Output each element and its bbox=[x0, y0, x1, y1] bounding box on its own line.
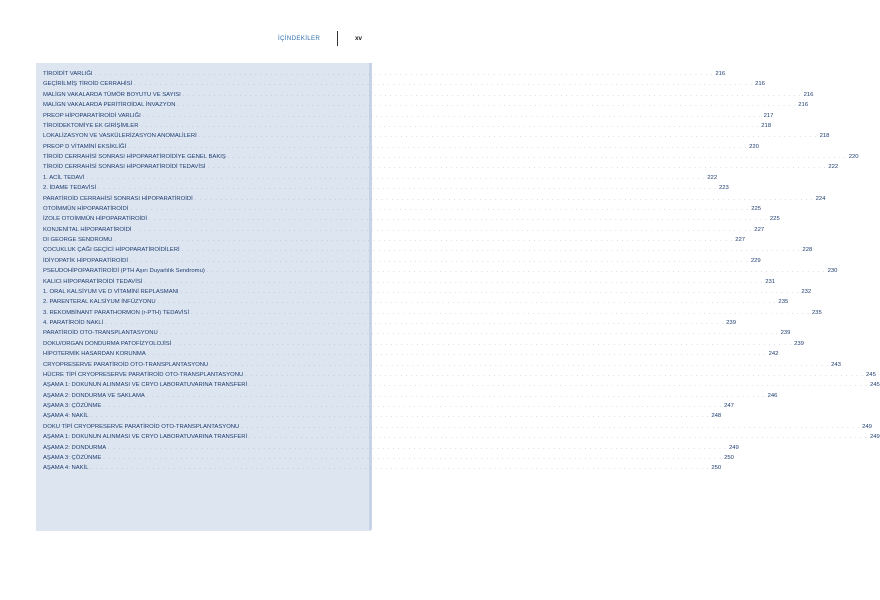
toc-entry[interactable] bbox=[36, 183, 729, 193]
toc-entry-title: CRYOPRESERVE PARATİROİD OTO-TRANSPLANTASYONU bbox=[43, 361, 209, 368]
toc-entry[interactable] bbox=[36, 422, 872, 432]
dot-leader: . . . . . . . . . . . . . . . . . . . . . . . . . . . . . . . . . . . . . . . . . . . . . . . . . . . . . . . . . . . . . . . . . . . . . . . . . . . . . . . . . . . . . . . . . . . . . . . . . . . . . . . . . . . . . . . . . . . . . . . . bbox=[159, 330, 779, 337]
dot-leader: . . . . . . . . . . . . . . . . . . . . . . . . . . . . . . . . . . . . . . . . . . . . . . . . . . . . . . . . . . . . . . . . . . . . . . . . . . . . . . . . . . . . . . . . . . . . . . . . . . . . . . . . . . . . . . . . . . . . . . . . bbox=[210, 361, 830, 368]
toc-entry-page: 218 bbox=[819, 133, 830, 140]
toc-entry-title: PREOP D VİTAMİNİ EKSİKLİĞİ bbox=[43, 143, 127, 150]
dot-leader: . . . . . . . . . . . . . . . . . . . . . . . . . . . . . . . . . . . . . . . . . . . . . . . . . . . . . . . . . . . . . . . . . . . . . . . . . . . . . . . . . . . . . . . . . . . . . . . . . . . . . . . . . . . . . . . . . . . . . . . . bbox=[249, 434, 868, 441]
dot-leader: . . . . . . . . . . . . . . . . . . . . . . . . . . . . . . . . . . . . . . . . . . . . . . . . . . . . . . . . . . . . . . . . . . . . . . . . . . . . . . . . . . . . . . . . . . . . . . . . . . . . . . . . . . . . . . . . . . . . . . . . bbox=[134, 81, 754, 88]
toc-entry-page: 232 bbox=[801, 288, 812, 295]
toc-entry-page: 239 bbox=[794, 340, 804, 347]
dot-leader: . . . . . . . . . . . . . . . . . . . . . . . . . . . . . . . . . . . . . . . . . . . . . . . . . . . . . . . . . . . . . . . . . . . . . . . . . . . . . . . . . . . . . . . . . . . . . . . . . . . . . . . . . . . . . . . . . . . . . . . . bbox=[147, 351, 767, 358]
dot-leader: . . . . . . . . . . . . . . . . . . . . . . . . . . . . . . . . . . . . . . . . . . . . . . . . . . . . . . . . . . . . . . . . . . . . . . . . . . . . . . . . . . . . . . . . . . . . . . . . . . . . . . . . . . . . . . . . . . . . . . . . bbox=[227, 154, 847, 160]
toc-entry-title: AŞAMA 1: DOKUNUN ALINMASI VE CRYO LABORATUVARINA TRANSFERİ bbox=[43, 382, 248, 389]
dot-leader: . . . . . . . . . . . . . . . . . . . . . . . . . . . . . . . . . . . . . . . . . . . . . . . . . . . . . . . . . . . . . . . . . . . . . . . . . . . . . . . . . . . . . . . . . . . . . . . . . . . . . . . . . . . . . . . . . . . . . . . . bbox=[130, 205, 750, 212]
toc-entry-title: 2. PARENTERAL KALSİYUM İNFÜZYONU bbox=[43, 299, 156, 306]
toc-entry-title: TİROİDEKTOMİYE EK GİRİŞİMLER bbox=[43, 122, 139, 129]
toc-entry[interactable] bbox=[36, 391, 778, 401]
toc-entry[interactable] bbox=[36, 266, 838, 276]
toc-entry-page: 249 bbox=[869, 434, 880, 441]
toc-entry-title: PARATİROİD CERRAHİSİ SONRASI HİPOPARATİROİDİ bbox=[43, 195, 193, 202]
dot-leader: . . . . . . . . . . . . . . . . . . . . . . . . . . . . . . . . . . . . . . . . . . . . . . . . . . . . . . . . . . . . . . . . . . . . . . . . . . . . . . . . . . . . . . . . . . . . . . . . . . . . . . . . . . . . . . . . . . . . . . . . bbox=[103, 454, 723, 461]
toc-entry-title: 1. ORAL KALSİYUM VE D VİTAMİNİ REPLASMANI bbox=[43, 288, 179, 295]
page-header bbox=[0, 31, 407, 51]
toc-entry[interactable] bbox=[36, 162, 839, 172]
dot-leader: . . . . . . . . . . . . . . . . . . . . . . . . . . . . . . . . . . . . . . . . . . . . . . . . . . . . . . . . . . . . . . . . . . . . . . . . . . . . . . . . . . . . . . . . . . . . . . . . . . . . . . . . . . . . . . . . . . . . . . . . bbox=[173, 340, 793, 347]
page-number: xv bbox=[355, 35, 363, 42]
toc-entry-page: 243 bbox=[831, 361, 841, 368]
table-of-contents bbox=[36, 63, 880, 531]
dot-leader: . . . . . . . . . . . . . . . . . . . . . . . . . . . . . . . . . . . . . . . . . . . . . . . . . . . . . . . . . . . . . . . . . . . . . . . . . . . . . . . . . . . . . . . . . . . . . . . . . . . . . . . . . . . . . . . . . . . . . . . . bbox=[133, 226, 753, 233]
toc-entry[interactable] bbox=[36, 214, 780, 224]
toc-entry[interactable] bbox=[36, 349, 779, 359]
toc-entry[interactable] bbox=[36, 411, 722, 421]
toc-entry-page: 231 bbox=[765, 278, 776, 285]
toc-entry[interactable] bbox=[36, 111, 774, 121]
toc-entry[interactable] bbox=[36, 432, 880, 442]
dot-leader: . . . . . . . . . . . . . . . . . . . . . . . . . . . . . . . . . . . . . . . . . . . . . . . . . . . . . . . . . . . . . . . . . . . . . . . . . . . . . . . . . . . . . . . . . . . . . . . . . . . . . . . . . . . . . . . . . . . . . . . . bbox=[108, 444, 727, 451]
toc-entry-title: PSEUDOHİPOPARATİROİDİ (PTH Aşırı Duyarlılık Sendromu) bbox=[43, 268, 205, 275]
toc-entry-title: HÜCRE TİPİ CRYOPRESERVE PARATİROİD OTO-TRANSPLANTASYONU bbox=[43, 371, 244, 378]
toc-entry[interactable] bbox=[36, 370, 876, 380]
toc-entry[interactable] bbox=[36, 318, 736, 328]
toc-entry-title: DOKU/ORGAN DONDURMA PATOFİZYOLOJİSİ bbox=[43, 340, 172, 347]
toc-entry-title: ÇOCUKLUK ÇAĞI GEÇİCİ HİPOPARATİROİDİLERİ bbox=[43, 247, 180, 254]
toc-entry-page: 216 bbox=[798, 102, 809, 109]
toc-entry[interactable] bbox=[36, 360, 841, 370]
toc-entry[interactable] bbox=[36, 90, 814, 100]
toc-entry[interactable] bbox=[36, 256, 761, 266]
dot-leader: . . . . . . . . . . . . . . . . . . . . . . . . . . . . . . . . . . . . . . . . . . . . . . . . . . . . . . . . . . . . . . . . . . . . . . . . . . . . . . . . . . . . . . . . . . . . . . . . . . . . . . . . . . . . . . . . . . . . . . . . bbox=[157, 299, 777, 306]
toc-entry[interactable] bbox=[36, 245, 813, 255]
toc-entry[interactable] bbox=[36, 69, 726, 79]
dot-leader: . . . . . . . . . . . . . . . . . . . . . . . . . . . . . . . . . . . . . . . . . . . . . . . . . . . . . . . . . . . . . . . . . . . . . . . . . . . . . . . . . . . . . . . . . . . . . . . . . . . . . . . . . . . . . . . . . . . . . . . . bbox=[130, 257, 749, 264]
toc-entry-page: 239 bbox=[726, 320, 736, 326]
toc-entry-title: DOKU TİPİ CRYOPRESERVE PARATİROİD OTO-TRANSPLANTASYONU bbox=[43, 423, 240, 430]
toc-entry-page: 218 bbox=[761, 122, 772, 129]
dot-leader: . . . . . . . . . . . . . . . . . . . . . . . . . . . . . . . . . . . . . . . . . . . . . . . . . . . . . . . . . . . . . . . . . . . . . . . . . . . . . . . . . . . . . . . . . . . . . . . . . . . . . . . . . . . . . . . . . . . . . . . . bbox=[142, 112, 762, 119]
toc-entry-title: KALICI HİPOPARATİROİDİ TEDAVİSİ bbox=[43, 278, 143, 285]
toc-entry-page: 248 bbox=[711, 413, 722, 420]
toc-entry-page: 222 bbox=[707, 174, 718, 181]
toc-entry[interactable] bbox=[36, 453, 734, 463]
toc-entry-title: 4. PARATİROİD NAKLİ bbox=[43, 320, 104, 326]
toc-entry-page: 227 bbox=[735, 237, 746, 243]
toc-entry[interactable] bbox=[36, 308, 822, 318]
toc-entry-title: PARATİROİD OTO-TRANSPLANTASYONU bbox=[43, 330, 158, 337]
toc-entry[interactable] bbox=[36, 339, 804, 349]
toc-entry-page: 225 bbox=[769, 216, 780, 223]
toc-entry[interactable] bbox=[36, 204, 762, 214]
toc-entry[interactable] bbox=[36, 142, 759, 152]
dot-leader: . . . . . . . . . . . . . . . . . . . . . . . . . . . . . . . . . . . . . . . . . . . . . . . . . . . . . . . . . . . . . . . . . . . . . . . . . . . . . . . . . . . . . . . . . . . . . . . . . . . . . . . . . . . . . . . . . . . . . . . . bbox=[182, 91, 802, 98]
toc-entry-page: 223 bbox=[718, 185, 729, 192]
toc-entry[interactable] bbox=[36, 194, 826, 204]
toc-entry-title: 1. ACİL TEDAVİ bbox=[43, 174, 85, 181]
toc-entry-page: 235 bbox=[811, 309, 822, 316]
toc-entry-page: 224 bbox=[815, 195, 826, 202]
dot-leader: . . . . . . . . . . . . . . . . . . . . . . . . . . . . . . . . . . . . . . . . . . . . . . . . . . . . . . . . . . . . . . . . . . . . . . . . . . . . . . . . . . . . . . . . . . . . . . . . . . . . . . . . . . . . . . . . . . . . . . . . bbox=[198, 133, 818, 140]
toc-entry-title: TİROİD CERRAHİSİ SONRASI HİPOPARATİROİDİ TEDAVİSİ bbox=[43, 164, 206, 171]
toc-entry[interactable] bbox=[36, 131, 830, 141]
toc-entry-title: MALİGN VAKALARDA TÜMÖR BOYUTU VE SAYISI bbox=[43, 91, 181, 98]
toc-entry-page: 249 bbox=[862, 423, 872, 430]
toc-entry-page: 249 bbox=[728, 444, 739, 451]
toc-entry[interactable] bbox=[36, 100, 809, 110]
dot-leader: . . . . . . . . . . . . . . . . . . . . . . . . . . . . . . . . . . . . . . . . . . . . . . . . . . . . . . . . . . . . . . . . . . . . . . . . . . . . . . . . . . . . . . . . . . . . . . . . . . . . . . . . . . . . . . . . . . . . . . . . bbox=[114, 237, 734, 243]
toc-entry-page: 239 bbox=[780, 330, 791, 337]
dot-leader: . . . . . . . . . . . . . . . . . . . . . . . . . . . . . . . . . . . . . . . . . . . . . . . . . . . . . . . . . . . . . . . . . . . . . . . . . . . . . . . . . . . . . . . . . . . . . . . . . . . . . . . . . . . . . . . . . . . . . . . . bbox=[105, 320, 725, 326]
dot-leader: . . . . . . . . . . . . . . . . . . . . . . . . . . . . . . . . . . . . . . . . . . . . . . . . . . . . . . . . . . . . . . . . . . . . . . . . . . . . . . . . . . . . . . . . . . . . . . . . . . . . . . . . . . . . . . . . . . . . . . . . bbox=[245, 371, 865, 378]
dot-leader: . . . . . . . . . . . . . . . . . . . . . . . . . . . . . . . . . . . . . . . . . . . . . . . . . . . . . . . . . . . . . . . . . . . . . . . . . . . . . . . . . . . . . . . . . . . . . . . . . . . . . . . . . . . . . . . . . . . . . . . . bbox=[149, 216, 768, 223]
toc-entry-title: 2. İDAME TEDAVİSİ bbox=[43, 185, 97, 192]
dot-leader: . . . . . . . . . . . . . . . . . . . . . . . . . . . . . . . . . . . . . . . . . . . . . . . . . . . . . . . . . . . . . . . . . . . . . . . . . . . . . . . . . . . . . . . . . . . . . . . . . . . . . . . . . . . . . . . . . . . . . . . . bbox=[90, 413, 710, 420]
toc-entry-page: 250 bbox=[724, 454, 734, 461]
toc-entry-page: 227 bbox=[754, 226, 765, 233]
toc-entry-title: DI GEORGE SENDROMU bbox=[43, 237, 113, 243]
toc-entry[interactable] bbox=[36, 152, 859, 162]
toc-entry-title: MALİGN VAKALARDA PERİTİROİDAL İNVAZYON bbox=[43, 102, 176, 109]
dot-leader: . . . . . . . . . . . . . . . . . . . . . . . . . . . . . . . . . . . . . . . . . . . . . . . . . . . . . . . . . . . . . . . . . . . . . . . . . . . . . . . . . . . . . . . . . . . . . . . . . . . . . . . . . . . . . . . . . . . . . . . . bbox=[128, 143, 748, 150]
dot-leader: . . . . . . . . . . . . . . . . . . . . . . . . . . . . . . . . . . . . . . . . . . . . . . . . . . . . . . . . . . . . . . . . . . . . . . . . . . . . . . . . . . . . . . . . . . . . . . . . . . . . . . . . . . . . . . . . . . . . . . . . bbox=[206, 268, 826, 275]
toc-entry-title: AŞAMA 4: NAKİL bbox=[43, 465, 89, 472]
toc-entry-title: 3. REKOMBİNANT PARATHORMON (r-PTH) TEDAVİSİ bbox=[43, 309, 190, 316]
toc-entry[interactable] bbox=[36, 225, 765, 235]
toc-entry-page: 220 bbox=[749, 143, 759, 150]
toc-entry-page: 246 bbox=[767, 392, 778, 399]
toc-entry-title: İDİYOPATİK HİPOPARATİROİDİ bbox=[43, 257, 128, 264]
toc-entry[interactable] bbox=[36, 443, 739, 453]
toc-entry[interactable] bbox=[36, 297, 789, 307]
dot-leader: . . . . . . . . . . . . . . . . . . . . . . . . . . . . . . . . . . . . . . . . . . . . . . . . . . . . . . . . . . . . . . . . . . . . . . . . . . . . . . . . . . . . . . . . . . . . . . . . . . . . . . . . . . . . . . . . . . . . . . . . bbox=[180, 288, 800, 295]
dot-leader: . . . . . . . . . . . . . . . . . . . . . . . . . . . . . . . . . . . . . . . . . . . . . . . . . . . . . . . . . . . . . . . . . . . . . . . . . . . . . . . . . . . . . . . . . . . . . . . . . . . . . . . . . . . . . . . . . . . . . . . . bbox=[146, 392, 766, 399]
toc-entry-title: KONJENİTAL HİPOPARATİROİDİ bbox=[43, 226, 132, 233]
toc-entry-page: 245 bbox=[869, 382, 880, 389]
running-header-title: İÇİNDEKİLER bbox=[278, 35, 321, 42]
toc-entry-page: 235 bbox=[778, 299, 789, 306]
toc-entry[interactable] bbox=[36, 235, 746, 245]
toc-entry-page: 225 bbox=[751, 205, 762, 212]
header-divider bbox=[337, 31, 338, 46]
toc-entry[interactable] bbox=[36, 401, 734, 411]
toc-entry-title: AŞAMA 2: DONDURMA VE SAKLAMA bbox=[43, 392, 145, 399]
toc-entry-title: LOKALİZASYON VE VASKÜLERİZASYON ANOMALİLERİ bbox=[43, 133, 197, 140]
dot-leader: . . . . . . . . . . . . . . . . . . . . . . . . . . . . . . . . . . . . . . . . . . . . . . . . . . . . . . . . . . . . . . . . . . . . . . . . . . . . . . . . . . . . . . . . . . . . . . . . . . . . . . . . . . . . . . . . . . . . . . . . bbox=[94, 71, 714, 77]
toc-list bbox=[36, 69, 880, 474]
dot-leader: . . . . . . . . . . . . . . . . . . . . . . . . . . . . . . . . . . . . . . . . . . . . . . . . . . . . . . . . . . . . . . . . . . . . . . . . . . . . . . . . . . . . . . . . . . . . . . . . . . . . . . . . . . . . . . . . . . . . . . . . bbox=[181, 247, 801, 254]
dot-leader: . . . . . . . . . . . . . . . . . . . . . . . . . . . . . . . . . . . . . . . . . . . . . . . . . . . . . . . . . . . . . . . . . . . . . . . . . . . . . . . . . . . . . . . . . . . . . . . . . . . . . . . . . . . . . . . . . . . . . . . . bbox=[144, 278, 764, 285]
toc-entry-title: PREOP HİPOPARATİROİDİ VARLIĞI bbox=[43, 112, 141, 119]
dot-leader: . . . . . . . . . . . . . . . . . . . . . . . . . . . . . . . . . . . . . . . . . . . . . . . . . . . . . . . . . . . . . . . . . . . . . . . . . . . . . . . . . . . . . . . . . . . . . . . . . . . . . . . . . . . . . . . . . . . . . . . . bbox=[177, 102, 797, 109]
toc-entry-page: 216 bbox=[803, 91, 814, 98]
toc-entry[interactable] bbox=[36, 328, 791, 338]
toc-entry[interactable] bbox=[36, 463, 722, 473]
toc-entry-page: 245 bbox=[866, 371, 876, 378]
dot-leader: . . . . . . . . . . . . . . . . . . . . . . . . . . . . . . . . . . . . . . . . . . . . . . . . . . . . . . . . . . . . . . . . . . . . . . . . . . . . . . . . . . . . . . . . . . . . . . . . . . . . . . . . . . . . . . . . . . . . . . . . bbox=[241, 423, 861, 430]
toc-entry-page: 229 bbox=[750, 257, 761, 264]
toc-entry-title: AŞAMA 3: ÇÖZÜNME bbox=[43, 454, 102, 461]
toc-entry-title: AŞAMA 2: DONDURMA bbox=[43, 444, 107, 451]
dot-leader: . . . . . . . . . . . . . . . . . . . . . . . . . . . . . . . . . . . . . . . . . . . . . . . . . . . . . . . . . . . . . . . . . . . . . . . . . . . . . . . . . . . . . . . . . . . . . . . . . . . . . . . . . . . . . . . . . . . . . . . . bbox=[86, 174, 706, 181]
toc-entry[interactable] bbox=[36, 79, 765, 89]
toc-entry[interactable] bbox=[36, 173, 718, 183]
dot-leader: . . . . . . . . . . . . . . . . . . . . . . . . . . . . . . . . . . . . . . . . . . . . . . . . . . . . . . . . . . . . . . . . . . . . . . . . . . . . . . . . . . . . . . . . . . . . . . . . . . . . . . . . . . . . . . . . . . . . . . . . bbox=[98, 185, 717, 192]
toc-entry-page: 242 bbox=[768, 351, 779, 358]
dot-leader: . . . . . . . . . . . . . . . . . . . . . . . . . . . . . . . . . . . . . . . . . . . . . . . . . . . . . . . . . . . . . . . . . . . . . . . . . . . . . . . . . . . . . . . . . . . . . . . . . . . . . . . . . . . . . . . . . . . . . . . . bbox=[207, 164, 827, 171]
dot-leader: . . . . . . . . . . . . . . . . . . . . . . . . . . . . . . . . . . . . . . . . . . . . . . . . . . . . . . . . . . . . . . . . . . . . . . . . . . . . . . . . . . . . . . . . . . . . . . . . . . . . . . . . . . . . . . . . . . . . . . . . bbox=[90, 465, 710, 472]
toc-entry-page: 228 bbox=[802, 247, 813, 254]
toc-entry-title: OTOİMMÜN HİPOPARATİROİDİ bbox=[43, 205, 129, 212]
toc-entry-page: 230 bbox=[827, 268, 838, 275]
dot-leader: . . . . . . . . . . . . . . . . . . . . . . . . . . . . . . . . . . . . . . . . . . . . . . . . . . . . . . . . . . . . . . . . . . . . . . . . . . . . . . . . . . . . . . . . . . . . . . . . . . . . . . . . . . . . . . . . . . . . . . . . bbox=[103, 403, 723, 409]
toc-entry-title: İZOLE OTOİMMÜN HİPOPARATİROİDİ bbox=[43, 216, 148, 223]
toc-entry-title: GEÇİRİLMİŞ TİROİD CERRAHİSİ bbox=[43, 81, 133, 88]
toc-entry-page: 217 bbox=[763, 112, 774, 119]
toc-entry-title: AŞAMA 1: DOKUNUN ALINMASI VE CRYO LABORATUVARINA TRANSFERİ bbox=[43, 434, 248, 441]
toc-entry-title: HİPOTERMİK HASARDAN KORUNMA bbox=[43, 351, 146, 358]
dot-leader: . . . . . . . . . . . . . . . . . . . . . . . . . . . . . . . . . . . . . . . . . . . . . . . . . . . . . . . . . . . . . . . . . . . . . . . . . . . . . . . . . . . . . . . . . . . . . . . . . . . . . . . . . . . . . . . . . . . . . . . . bbox=[191, 309, 810, 316]
toc-entry-page: 222 bbox=[828, 164, 839, 171]
toc-entry-page: 250 bbox=[711, 465, 722, 472]
toc-entry-title: AŞAMA 4: NAKİL bbox=[43, 413, 89, 420]
toc-entry-page: 216 bbox=[755, 81, 765, 88]
dot-leader: . . . . . . . . . . . . . . . . . . . . . . . . . . . . . . . . . . . . . . . . . . . . . . . . . . . . . . . . . . . . . . . . . . . . . . . . . . . . . . . . . . . . . . . . . . . . . . . . . . . . . . . . . . . . . . . . . . . . . . . . bbox=[249, 382, 868, 389]
toc-entry-title: TİROİDİT VARLIĞI bbox=[43, 71, 93, 77]
toc-entry-title: TİROİD CERRAHİSİ SONRASI HİPOPARATİROİDİYE GENEL BAKIŞ bbox=[43, 154, 226, 160]
toc-entry-title: AŞAMA 3: ÇÖZÜNME bbox=[43, 403, 102, 409]
toc-entry-page: 216 bbox=[715, 71, 726, 77]
toc-entry-page: 247 bbox=[724, 403, 734, 409]
toc-entry[interactable] bbox=[36, 277, 776, 287]
dot-leader: . . . . . . . . . . . . . . . . . . . . . . . . . . . . . . . . . . . . . . . . . . . . . . . . . . . . . . . . . . . . . . . . . . . . . . . . . . . . . . . . . . . . . . . . . . . . . . . . . . . . . . . . . . . . . . . . . . . . . . . . bbox=[140, 122, 760, 129]
dot-leader: . . . . . . . . . . . . . . . . . . . . . . . . . . . . . . . . . . . . . . . . . . . . . . . . . . . . . . . . . . . . . . . . . . . . . . . . . . . . . . . . . . . . . . . . . . . . . . . . . . . . . . . . . . . . . . . . . . . . . . . . bbox=[194, 195, 814, 202]
toc-entry[interactable] bbox=[36, 287, 812, 297]
toc-entry[interactable] bbox=[36, 380, 880, 390]
toc-entry-page: 220 bbox=[848, 154, 859, 160]
toc-entry[interactable] bbox=[36, 121, 772, 131]
